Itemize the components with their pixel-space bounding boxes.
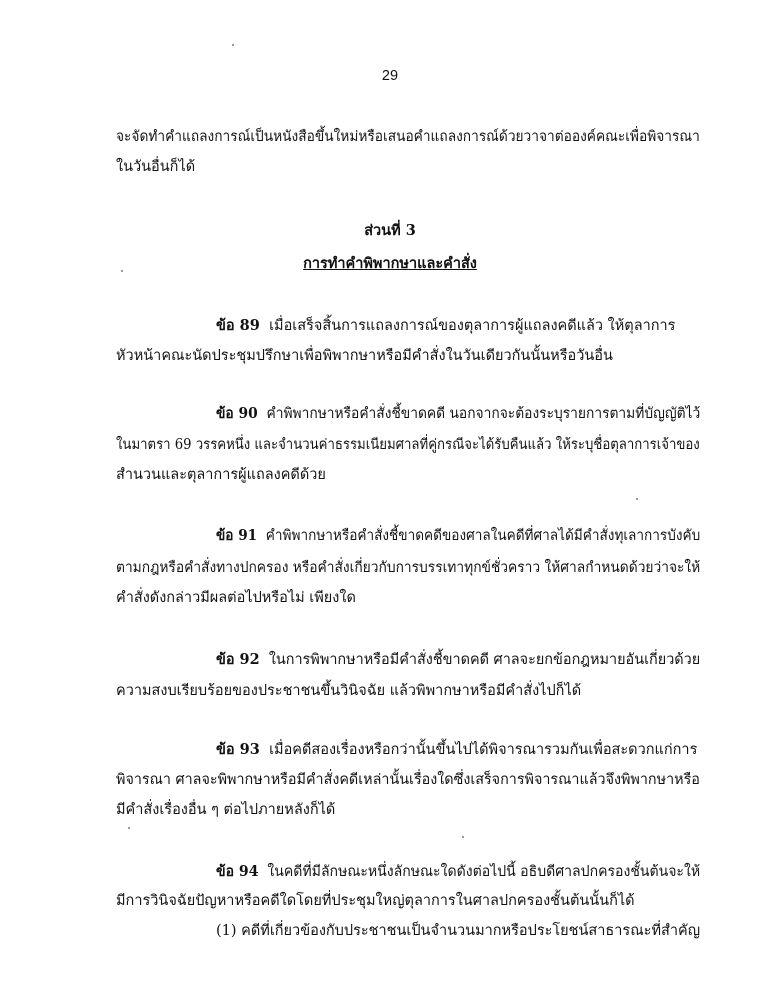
intro-line-2: ในวันอื่นก็ได้ bbox=[116, 159, 196, 175]
clause-91-text-1: คำพิพากษาหรือคำสั่งชี้ขาดคดีของศาลในคดีที่ศาลได้มีคำสั่งทุเลาการบังคับ bbox=[265, 528, 701, 544]
clause-89-line-1 bbox=[216, 316, 675, 336]
page-number: 29 bbox=[381, 68, 399, 84]
clause-94-line-2: มีการวินิจฉัยปัญหาหรือคดีใดโดยที่ประชุมใหญ่ตุลาการในศาลปกครองชั้นต้นนั้นก็ได้ bbox=[116, 893, 635, 909]
clause-91-line-3: คำสั่งดังกล่าวมีผลต่อไปหรือไม่ เพียงใด bbox=[116, 590, 356, 606]
clause-94-item-1: (1) คดีที่เกี่ยวข้องกับประชาชนเป็นจำนวนมากหรือประโยชน์สาธารณะที่สำคัญ bbox=[216, 923, 701, 939]
intro-line-1: จะจัดทำคำแถลงการณ์เป็นหนังสือขึ้นใหม่หรือเสนอคำแถลงการณ์ด้วยวาจาต่อองค์คณะเพื่อพิจารณา bbox=[116, 129, 700, 145]
scan-speck bbox=[636, 498, 638, 500]
scan-speck bbox=[462, 836, 464, 838]
scan-speck bbox=[232, 44, 234, 46]
clause-91-line-2: ตามกฎหรือคำสั่งทางปกครอง หรือคำสั่งเกี่ยวกับการบรรเทาทุกข์ชั่วคราว ให้ศาลกำหนดด้วยว่าจะให้ bbox=[116, 560, 701, 576]
clause-94-line-1 bbox=[216, 862, 700, 882]
clause-90-number: ข้อ 90 bbox=[216, 405, 258, 422]
clause-94-number: ข้อ 94 bbox=[216, 863, 259, 880]
clause-92-text-1: ในการพิพากษาหรือมีคำสั่งชี้ขาดคดี ศาลจะยกข้อกฎหมายอันเกี่ยวด้วย bbox=[268, 652, 701, 668]
clause-94-text-1: ในคดีที่มีลักษณะหนึ่งลักษณะใดดังต่อไปนี้ อธิบดีศาลปกครองชั้นต้นจะให้ bbox=[267, 864, 701, 880]
clause-93-text-1: เมื่อคดีสองเรื่องหรือกว่านั้นขึ้นไปได้พิจารณารวมกันเพื่อสะดวกแก่การ bbox=[269, 742, 698, 758]
clause-89-line-2: หัวหน้าคณะนัดประชุมปรึกษาเพื่อพิพากษาหรือมีคำสั่งในวันเดียวกันนั้นหรือวันอื่น bbox=[116, 348, 613, 364]
clause-92-number: ข้อ 92 bbox=[216, 651, 260, 668]
clause-89-text-1: เมื่อเสร็จสิ้นการแถลงการณ์ของตุลาการผู้แถลงคดีแล้ว ให้ตุลาการ bbox=[269, 318, 676, 334]
section-subtitle-wrap bbox=[0, 254, 780, 274]
section-subtitle: การทำคำพิพากษาและคำสั่ง bbox=[303, 255, 477, 272]
clause-92-line-1 bbox=[216, 650, 700, 670]
clause-91-number: ข้อ 91 bbox=[216, 527, 258, 544]
clause-93-line-3: มีคำสั่งเรื่องอื่น ๆ ต่อไปภายหลังก็ได้ bbox=[116, 802, 336, 818]
clause-93-number: ข้อ 93 bbox=[216, 741, 260, 758]
clause-90-line-1 bbox=[216, 404, 700, 424]
scan-speck bbox=[121, 270, 123, 272]
section-title: ส่วนที่ 3 bbox=[364, 222, 416, 239]
clause-93-line-1 bbox=[216, 740, 697, 760]
clause-92-line-2: ความสงบเรียบร้อยของประชาชนขึ้นวินิจฉัย แล้วพิพากษาหรือมีคำสั่งไปก็ได้ bbox=[116, 683, 582, 699]
clause-90-line-3: สำนวนและตุลาการผู้แถลงคดีด้วย bbox=[116, 467, 326, 483]
clause-91-line-1 bbox=[216, 526, 700, 546]
clause-90-line-2: ในมาตรา 69 วรรคหนึ่ง และจำนวนค่าธรรมเนียมศาลที่คู่กรณีจะได้รับคืนแล้ว ให้ระบุชื่อตุลาการเจ้าของ bbox=[116, 437, 700, 453]
clause-89-number: ข้อ 89 bbox=[216, 317, 260, 334]
clause-90-text-1: คำพิพากษาหรือคำสั่งชี้ขาดคดี นอกจากจะต้องระบุรายการตามที่บัญญัติไว้ bbox=[266, 406, 701, 422]
clause-93-line-2: พิจารณา ศาลจะพิพากษาหรือมีคำสั่งคดีเหล่านั้นเรื่องใดซึ่งเสร็จการพิจารณาแล้วจึงพิพากษาหรือ bbox=[116, 772, 700, 788]
scan-speck bbox=[128, 827, 130, 829]
